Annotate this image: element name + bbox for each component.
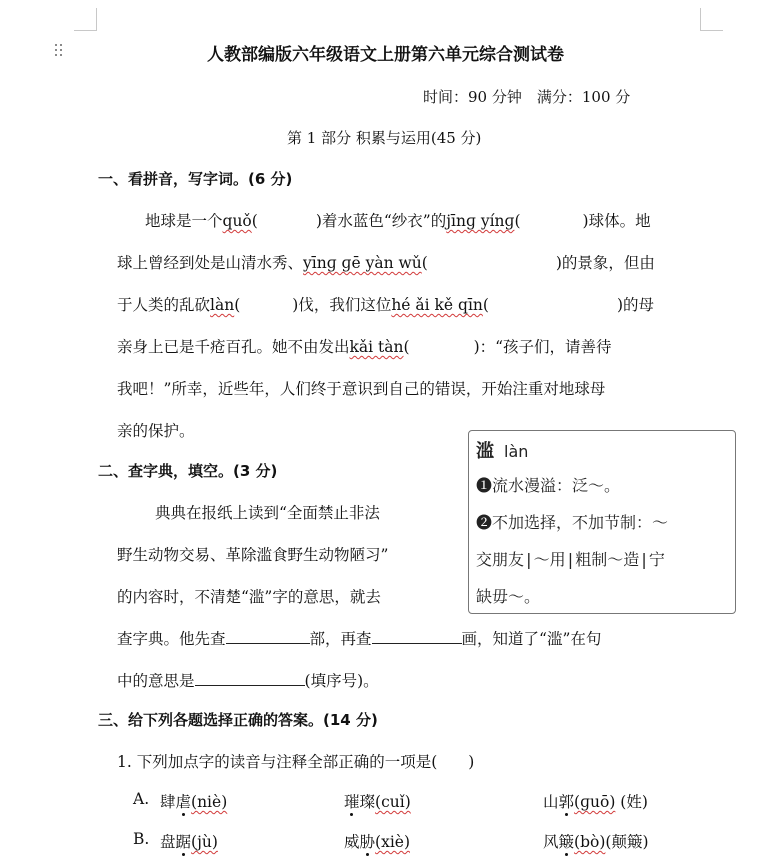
dotted-char: 胁 — [359, 833, 376, 851]
crop-mark-left — [74, 8, 97, 31]
option-b-item2 — [344, 830, 410, 852]
section1-heading: 一、看拼音，写字词。(6 分) — [98, 170, 293, 188]
document-title: 人教部编版六年级语文上册第六单元综合测试卷 — [207, 45, 564, 65]
text: )的景象，但由 — [555, 254, 655, 272]
char: 盘 — [160, 833, 176, 851]
pinyin-jingying: jīnɡ yínɡ — [446, 212, 515, 230]
annotation: (颠簸) — [605, 833, 649, 851]
char: 璨 — [359, 793, 376, 811]
dictionary-def1: ❶流水漫溢：泛～。 — [476, 476, 621, 495]
dictionary-def2-line3: 缺毋～。 — [476, 587, 541, 606]
dictionary-entry-box — [468, 430, 736, 614]
pinyin: (ɡuō) — [574, 793, 616, 811]
paren: ( — [482, 296, 489, 314]
crop-mark-right — [700, 8, 723, 31]
section1-line3 — [117, 293, 654, 315]
option-a-label[interactable]: A. — [133, 790, 150, 808]
section2-line3: 的内容时，不清楚“滥”字的意思，就去 — [117, 588, 381, 606]
section2-heading: 二、查字典，填空。(3 分) — [98, 462, 278, 480]
char: 风 — [543, 833, 559, 851]
pinyin-yingge: yīnɡ ɡē yàn wǔ — [303, 254, 422, 272]
answer-blank-meaning[interactable] — [195, 671, 305, 686]
char: 肆 — [160, 793, 176, 811]
answer-blank-radical[interactable] — [226, 629, 310, 644]
section1-line2 — [117, 251, 655, 273]
dictionary-headword — [476, 437, 528, 463]
pinyin-quo: quǒ — [222, 212, 252, 230]
option-b-label[interactable]: B. — [133, 830, 150, 848]
headword-pinyin: làn — [504, 442, 529, 461]
pinyin-kaitan: kǎi tàn — [349, 338, 404, 356]
pinyin: (jù) — [191, 833, 218, 851]
text: )着水蓝色“纱衣”的 — [315, 212, 447, 230]
section1-line1 — [145, 209, 651, 231]
pinyin: (niè) — [191, 793, 228, 811]
text: 中的意思是 — [117, 672, 195, 690]
paren: ( — [403, 338, 410, 356]
section2-line5 — [117, 669, 379, 691]
pinyin-heaikeqin: hé ǎi kě qīn — [391, 296, 483, 314]
text: )伐，我们这位 — [292, 296, 392, 314]
time-info: 时间：90 分钟 满分：100 分 — [423, 88, 631, 106]
section1-line4 — [117, 335, 612, 357]
section2-line1: 典典在报纸上读到“全面禁止非法 — [155, 504, 380, 522]
option-b-item3 — [543, 830, 649, 852]
answer-blank-strokes[interactable] — [372, 629, 462, 644]
paren: ( — [251, 212, 258, 230]
annotation: (姓) — [615, 793, 648, 811]
section1-line5: 我吧！”所幸，近些年，人们终于意识到自己的错误，开始注重对地球母 — [117, 380, 606, 398]
text: 球上曾经到处是山清水秀、 — [117, 254, 304, 272]
option-a-item2 — [344, 790, 411, 812]
char: 山 — [543, 793, 559, 811]
dotted-char: 虐 — [175, 793, 192, 811]
text: 于人类的乱砍 — [117, 296, 211, 314]
option-b-item1 — [160, 830, 218, 852]
text: 查字典。他先查 — [117, 630, 226, 648]
text: )球体。地 — [582, 212, 651, 230]
part-title: 第 1 部分 积累与运用(45 分) — [287, 129, 482, 147]
dotted-char: 踞 — [175, 833, 192, 851]
section3-heading: 三、给下列各题选择正确的答案。(14 分) — [98, 711, 378, 729]
paren: ( — [421, 254, 428, 272]
dictionary-def2-line2: 交朋友|～用|粗制～造|宁 — [476, 550, 665, 569]
char: 威 — [344, 833, 360, 851]
text: 部，再查 — [309, 630, 372, 648]
text: 地球是一个 — [145, 212, 223, 230]
dotted-char: 簸 — [558, 833, 575, 851]
text: 亲身上已是千疮百孔。她不由发出 — [117, 338, 350, 356]
pinyin: (bò) — [574, 833, 606, 851]
dictionary-def2-line1: ❷不加选择，不加节制：～ — [476, 513, 669, 532]
section2-line4 — [117, 627, 601, 649]
text: )：“孩子们，请善待 — [473, 338, 612, 356]
question-1: 1. 下列加点字的读音与注释全部正确的一项是( ) — [117, 753, 475, 771]
paren: ( — [514, 212, 521, 230]
text: )的母 — [616, 296, 655, 314]
text: (填序号)。 — [304, 672, 379, 690]
headword-char: 滥 — [476, 441, 494, 462]
pinyin-lan: làn — [210, 296, 235, 314]
pinyin: (xiè) — [375, 833, 410, 851]
text: 画，知道了“滥”在句 — [461, 630, 602, 648]
dotted-char: 郭 — [558, 793, 575, 811]
section2-line2: 野生动物交易、革除滥食野生动物陋习” — [117, 546, 389, 564]
option-a-item1 — [160, 790, 227, 812]
pinyin: (cuǐ) — [375, 793, 411, 811]
option-a-item3 — [543, 790, 648, 812]
paren: ( — [234, 296, 241, 314]
dotted-char: 璀 — [344, 793, 360, 811]
section1-line6: 亲的保护。 — [117, 422, 195, 440]
